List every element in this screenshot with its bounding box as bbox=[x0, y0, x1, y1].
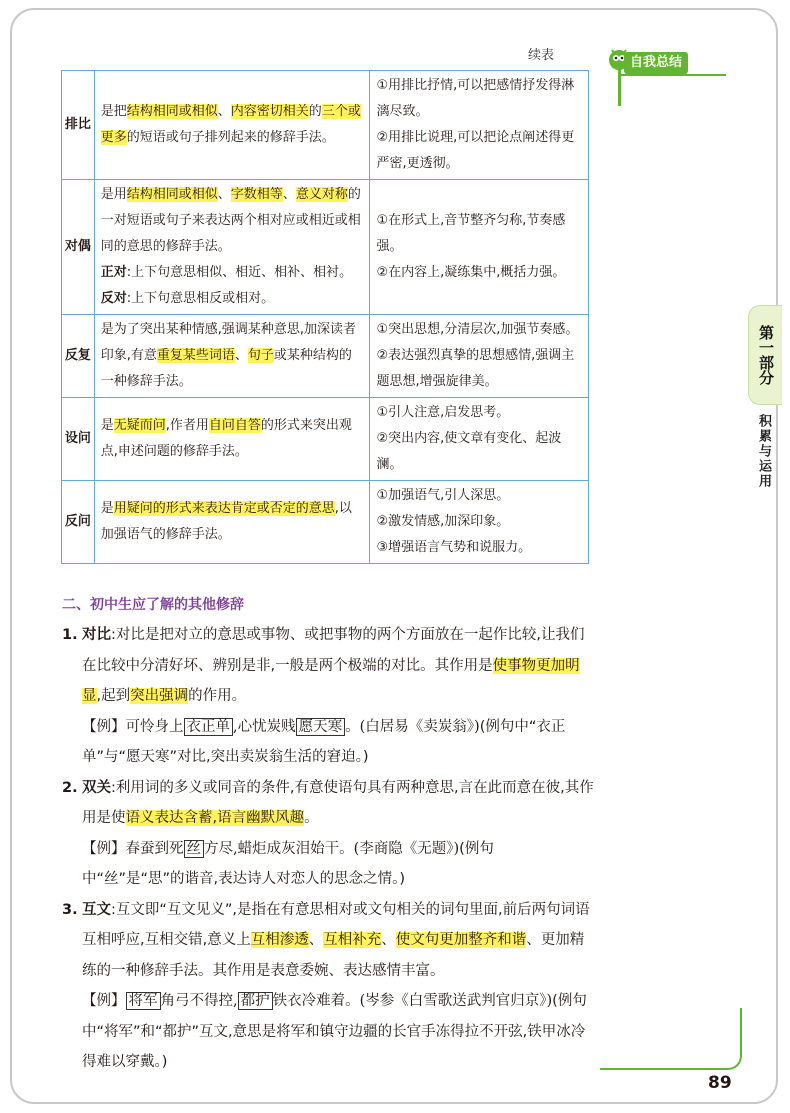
rhetoric-item bbox=[62, 895, 594, 987]
side-tab-subtitle: 积累与运用 bbox=[756, 414, 771, 489]
effect-line: ②激发情感,加深印象。 bbox=[376, 514, 510, 529]
example-text: (例句中“衣正单”与“愿天寒”对比,突出卖炭翁生活的窘迫。) bbox=[82, 718, 566, 765]
item-term: 互文 bbox=[82, 901, 111, 918]
continued-label: 续表 bbox=[528, 48, 555, 63]
item-number: 3. bbox=[62, 901, 78, 918]
example-text: 方尽,蜡炬成灰泪始干。(李商隐《无题》) bbox=[204, 840, 460, 857]
definition-text: 、 bbox=[217, 187, 231, 202]
highlight-text: 内容密切相关 bbox=[230, 104, 309, 119]
highlight-text: 使文句更加整齐和谐 bbox=[395, 932, 527, 948]
highlight-text: 使事物更加明显 bbox=[82, 657, 580, 704]
table-row bbox=[62, 180, 589, 315]
effect-line: ①用排比抒情,可以把感情抒发得淋漓尽致。 bbox=[376, 78, 575, 119]
definition-text: 是 bbox=[100, 418, 114, 433]
rhetoric-definition bbox=[94, 481, 370, 564]
rhetoric-name: 反问 bbox=[62, 481, 95, 564]
definition-text: 的 bbox=[308, 104, 322, 119]
example-text: 可怜身上 bbox=[125, 718, 184, 735]
badge-label: 自我总结 bbox=[624, 52, 688, 74]
definition-text: 、 bbox=[234, 348, 248, 363]
definition-text: 是把 bbox=[100, 104, 127, 119]
rhetoric-name: 反复 bbox=[62, 315, 95, 398]
example-text: 【例】 bbox=[82, 993, 126, 1009]
item-text: 的作用。 bbox=[188, 688, 247, 704]
table-row bbox=[62, 398, 589, 481]
item-example bbox=[62, 986, 594, 1078]
self-summary-badge bbox=[600, 46, 726, 104]
definition-text: 的一对短语或句子来表达两个相对应或相近或相同的意思的修辞手法。 bbox=[100, 187, 361, 254]
example-text: 【例】 bbox=[82, 718, 126, 735]
highlight-text: 句子 bbox=[247, 348, 274, 363]
rhetoric-definition bbox=[94, 71, 370, 180]
boxed-word: 衣正单 bbox=[184, 718, 234, 736]
example-text: 春蚕到死 bbox=[125, 840, 184, 857]
effect-line: ①突出思想,分清层次,加强节奏感。 bbox=[376, 322, 579, 337]
example-text: ,心忧炭贱 bbox=[233, 718, 296, 735]
highlight-text: 突出强调 bbox=[130, 688, 189, 704]
definition-text: 是为了突出某种情感,强调某种意思,加深读者印象,有意 bbox=[100, 322, 356, 363]
item-text: :互文即“互文见义”,是指在有意思相对或文句相关的词句里面,前后两句词语互相呼应,互相交错,意义上 bbox=[82, 901, 590, 948]
definition-text: 的短语或句子排列起来的修辞手法。 bbox=[126, 130, 335, 145]
table-row bbox=[62, 71, 589, 180]
subtype-label: 正对 bbox=[100, 265, 127, 280]
highlight-text: 结构相同或相似 bbox=[126, 104, 218, 119]
rhetoric-item bbox=[62, 773, 594, 834]
badge-horizontal-line bbox=[618, 74, 726, 76]
item-text: 、更加精练的一种修辞手法。其作用是表意委婉、表达感情丰富。 bbox=[82, 932, 585, 979]
item-term: 双关 bbox=[82, 779, 111, 796]
effect-line: ①加强语气,引人深思。 bbox=[376, 488, 510, 503]
rhetoric-item bbox=[62, 620, 594, 712]
boxed-word: 愿天寒 bbox=[296, 718, 346, 736]
item-text: :对比是把对立的意思或事物、或把事物的两个方面放在一起作比较,让我们在比较中分清好坏、辨别是非,一般是两个极端的对比。其作用是 bbox=[82, 627, 585, 674]
highlight-text: 无疑而问 bbox=[113, 418, 166, 433]
rhetoric-effect bbox=[370, 481, 589, 564]
rhetoric-effect bbox=[370, 315, 589, 398]
item-text: 、 bbox=[308, 932, 324, 948]
boxed-word: 都护 bbox=[238, 992, 273, 1010]
rhetoric-effect bbox=[370, 180, 589, 315]
item-text: 。 bbox=[304, 810, 319, 826]
rhetoric-table bbox=[61, 70, 589, 564]
highlight-text: 互相渗透 bbox=[250, 932, 309, 948]
section-title: 二、初中生应了解的其他修辞 bbox=[62, 597, 244, 613]
item-example bbox=[62, 712, 594, 773]
highlight-text: 重复某些词语 bbox=[156, 348, 235, 363]
rhetoric-definition bbox=[94, 180, 370, 315]
boxed-word: 丝 bbox=[184, 840, 205, 858]
table-row bbox=[62, 481, 589, 564]
subtype-text: :上下句意思相似、相近、相补、相衬。 bbox=[126, 265, 353, 280]
definition-text: 是用 bbox=[100, 187, 127, 202]
definition-text: 、 bbox=[282, 187, 296, 202]
definition-text: ,以加强语气的修辞手法。 bbox=[100, 501, 352, 542]
boxed-word: 将军 bbox=[126, 992, 161, 1010]
example-text: 角弓不得控, bbox=[160, 993, 238, 1009]
example-text: 【例】 bbox=[82, 840, 126, 857]
highlight-text: 结构相同或相似 bbox=[126, 187, 218, 202]
definition-subtype bbox=[101, 286, 364, 312]
example-text: 铁衣冷难着。(岑参《白雪歌送武判官归京》) bbox=[272, 993, 553, 1009]
highlight-text: 用疑问的形式来表达肯定或否定的意思 bbox=[113, 501, 335, 516]
side-tab-part: 第一部分 bbox=[748, 305, 782, 405]
rhetoric-name: 排比 bbox=[62, 71, 95, 180]
corner-decoration bbox=[600, 1008, 742, 1070]
rhetoric-items bbox=[62, 620, 594, 1078]
item-number: 2. bbox=[62, 779, 78, 796]
example-text: (例句中“丝”是“思”的谐音,表达诗人对恋人的思念之情。) bbox=[82, 840, 494, 887]
item-text: ,起到 bbox=[96, 688, 131, 704]
definition-subtype bbox=[101, 260, 364, 286]
example-text: 。(白居易《卖炭翁》) bbox=[345, 718, 480, 735]
effect-line: ②用排比说理,可以把论点阐述得更严密,更透彻。 bbox=[376, 130, 575, 171]
item-number: 1. bbox=[62, 627, 78, 643]
definition-text: 的形式来突出观点,申述问题的修辞手法。 bbox=[100, 418, 352, 459]
page-number: 89 bbox=[708, 1073, 732, 1093]
effect-line: ③增强语言气势和说服力。 bbox=[376, 540, 532, 555]
effect-line: ①在形式上,音节整齐匀称,节奏感强。 bbox=[376, 213, 566, 254]
effect-line: ②在内容上,凝练集中,概括力强。 bbox=[376, 265, 566, 280]
highlight-text: 自问自答 bbox=[208, 418, 261, 433]
highlight-text: 语义表达含蓄,语言幽默风趣 bbox=[125, 810, 305, 826]
rhetoric-effect bbox=[370, 398, 589, 481]
rhetoric-name: 对偶 bbox=[62, 180, 95, 315]
effect-line: ①引人注意,启发思考。 bbox=[376, 405, 510, 420]
rhetoric-definition bbox=[94, 398, 370, 481]
item-text: :利用词的多义或同音的条件,有意使语句具有两种意思,言在此而意在彼,其作用是使 bbox=[82, 779, 594, 826]
definition-text: 或某种结构的一种修辞手法。 bbox=[100, 348, 352, 389]
effect-line: ②表达强烈真挚的思想感情,强调主题思想,增强旋律美。 bbox=[376, 348, 575, 389]
rhetoric-effect bbox=[370, 71, 589, 180]
highlight-text: 意义对称 bbox=[295, 187, 348, 202]
subtype-label: 反对 bbox=[100, 291, 127, 306]
item-text: 、 bbox=[381, 932, 396, 948]
definition-text: 、 bbox=[217, 104, 231, 119]
rhetoric-definition bbox=[94, 315, 370, 398]
definition-text: 是 bbox=[100, 501, 114, 516]
effect-line: ②突出内容,使文章有变化、起波澜。 bbox=[376, 431, 562, 472]
rhetoric-name: 设问 bbox=[62, 398, 95, 481]
definition-text: ,作者用 bbox=[165, 418, 209, 433]
example-text: (例句中“将军”和“都护”互文,意思是将军和镇守边疆的长官手冻得拉不开弦,铁甲冰冷得难以穿戴。) bbox=[82, 993, 587, 1070]
highlight-text: 三个或更多 bbox=[100, 104, 361, 145]
table-row bbox=[62, 315, 589, 398]
item-term: 对比 bbox=[82, 627, 111, 643]
subtype-text: :上下句意思相反或相对。 bbox=[126, 291, 275, 306]
highlight-text: 互相补充 bbox=[323, 932, 382, 948]
highlight-text: 字数相等 bbox=[230, 187, 283, 202]
item-example bbox=[62, 834, 594, 895]
